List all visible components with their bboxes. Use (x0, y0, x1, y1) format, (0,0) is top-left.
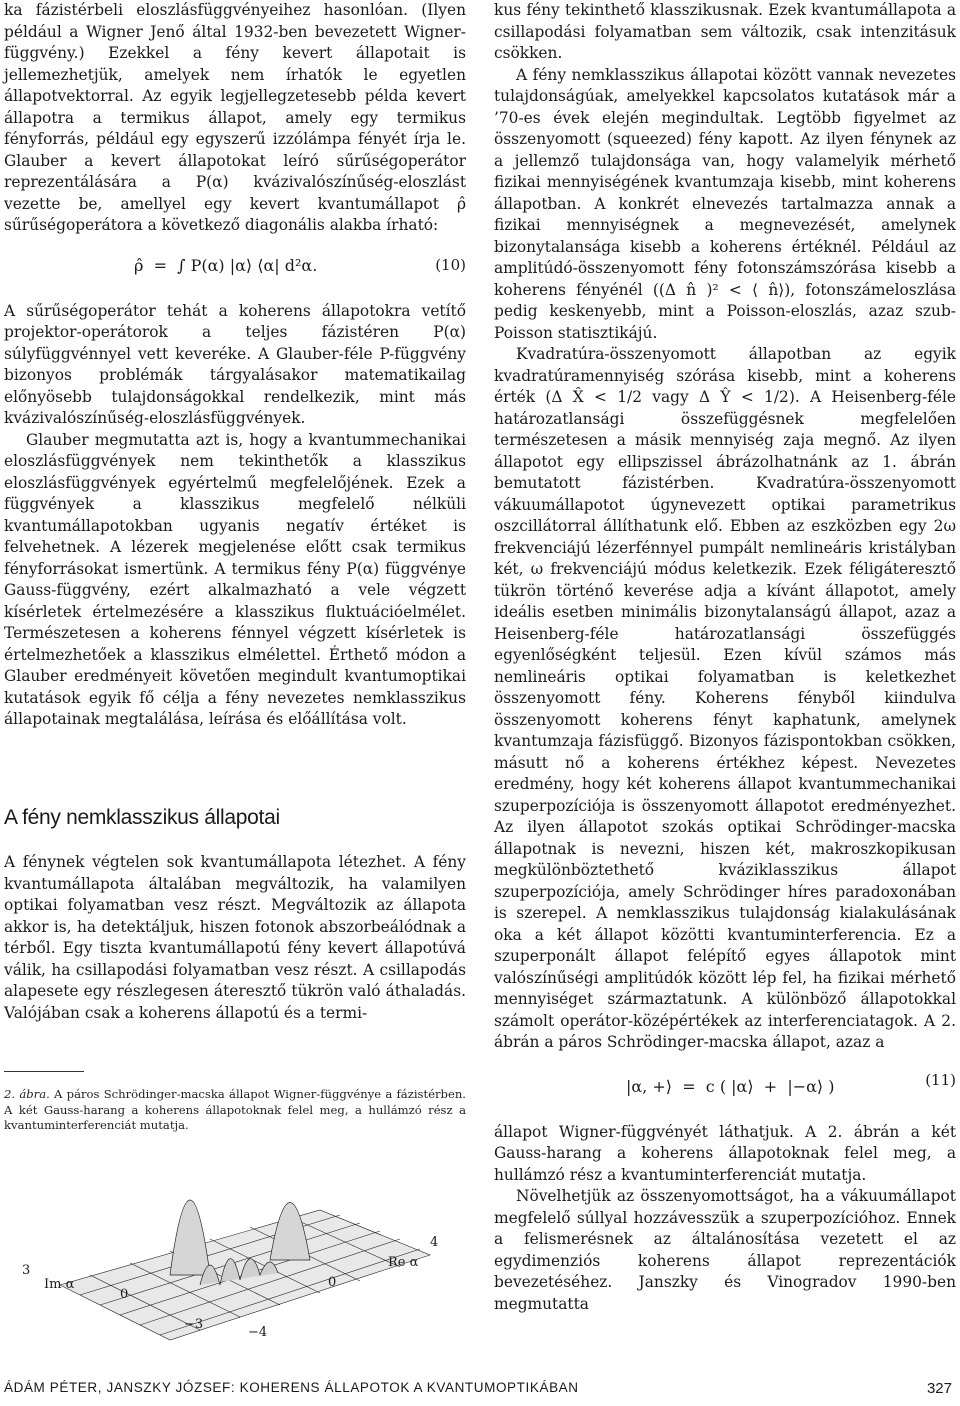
wigner-function-figure (20, 1135, 460, 1350)
paragraph: A fény nemklasszikus állapotai között vannak nevezetes tulajdonságúak, amelyekkel kapcsolatos kutatások már a ’70-es évek elején megindultak. Legtöbb figyelmet az összenyomott (squeezed) fény kapott. Az ilyen fénynek az a jellemző tulajdonsága van, hogy valamelyik mérhető fizikai mennyiségének kvantumzaja kisebb, mint koherens állapotban. A konkrét elnevezés tartalmazza annak a fizikai mennyiségnek a megnevezését, amelynek bizonytalansága kisebb a koherens értéknél. Például az amplitúdó-összenyomott fény fotonszámszórása kisebb a koherens fényénél ((Δ n̂ )² < ⟨ n̂⟩), fotonszámeloszlása pedig keskenyebb, mint a Poisson-eloszlás, azaz szub-Poisson statisztikájú. (494, 65, 956, 342)
tick-0-re: 0 (328, 1275, 337, 1290)
wigner-surface-plot (20, 1135, 460, 1350)
paragraph: A sűrűségoperátor tehát a koherens állapotokra vetítő projektor-operátorok a teljes fázistéren P(α) súlyfüggvénnyel vett keveréke. A Glauber-féle P-függvény bizonyos problémák tárgyalásakor matematikailag előnyösebb tulajdonságokkal rendelkezik, mint más kvázivalószínűség-eloszlásfüggvények. (4, 301, 466, 427)
paragraph: kus fény tekinthető klasszikusnak. Ezek kvantumállapota a csillapodási folyamatban sem változik, csak intenzitásuk csökken. (494, 1, 956, 62)
caption-rule (4, 1071, 84, 1072)
gauss-peak-right (270, 1203, 310, 1261)
tick-4: 4 (430, 1235, 439, 1250)
caption-label: 2. ábra. (4, 1087, 50, 1101)
page-footer (4, 1380, 952, 1402)
axis-label-im: Im α (44, 1277, 75, 1292)
figure-caption (4, 1087, 466, 1134)
paragraph: Növelhetjük az összenyomottságot, ha a vákuumállapot megfelelő súllyal hozzávesszük a szuperpozícióhoz. Ennek a felismerésnek az általánosítása vezetett el az egydimenziós koherens állapot reprezentációk bevezetéséhez. Janszky és Vinogradov 1990-ben megmutatta (494, 1187, 956, 1313)
right-column (494, 0, 956, 1315)
tick-minus-4: −4 (248, 1325, 268, 1340)
paragraph: állapot Wigner-függvényét láthatjuk. A 2. ábrán a két Gauss-harang a koherens állapotoknak felel meg, a hullámzó rész a kvantuminterferenciát mutatja. (494, 1122, 956, 1184)
paragraph: A fénynek végtelen sok kvantumállapota létezhet. A fény kvantumállapota általában megváltozik, ha valamilyen optikai folyamatban vesz részt. Megváltozik az állapota akkor is, ha detektáljuk, hiszen fotonok abszorbeálódnak a térből. Egy tiszta kvantumállapotú fény kevert állapotúvá válik, ha csillapodási folyamatban vesz részt. A csillapodás alapesete egy részlegesen áteresztő tükrön való áthaladás. Valójában csak a koherens állapotú és a termi- (4, 853, 466, 1022)
running-footer: ÁDÁM PÉTER, JANSZKY JÓZSEF: KOHERENS ÁLLAPOTOK A KVANTUMOPTIKÁBAN (4, 1380, 579, 1395)
equation-11-body: |α, +⟩ = c ( |α⟩ + |−α⟩ ) (626, 1076, 835, 1096)
equation-10 (4, 247, 466, 291)
paragraph: Kvadratúra-összenyomott állapotban az egyik kvadratúramennyiség szórása kisebb, mint a koherens érték (Δ X̂ < 1/2 vagy Δ Ŷ < 1/2). A Heisenberg-féle határozatlansági összefüggésnek megfelelően természetesen a másik mennyiség zaja megnő. Az ilyen állapotot egy ellipszissel ábrázolhatnánk az 1. ábrán bemutatott fázistérben. Kvadratúra-összenyomott vákuumállapotot úgynevezett optikai parametrikus oszcillátorral állíthatunk elő. Ebben az eszközben egy 2ω frekvenciájú lézerfénnyel pumpált nemlineáris kristályban két, ω frekvenciájú módus keletkezik. Ezek féligáteresztő tükrön történő keverése adja a kívánt állapotot, amely ideális esetben minimális bizonytalanságú állapot, azaz a Heisenberg-féle határozatlansági összefüggés egyenlőségként teljesül. Ezen kívül számos más nemlineáris optikai folyamatban is keletkezhet összenyomott fény. Koherens fényből kiindulva összenyomott koherens fényt kaphatunk, amelynek kvantumzaja fázisfüggő. Bizonyos fázispontokban csökken, másutt nő a koherens értékhez képest. Nevezetes eredmény, hogy két koherens állapot kvantummechanikai szuperpozíciója is összenyomott állapotot eredményezhet. Az ilyen állapotot szokás optikai Schrödinger-macska állapotnak is nevezni, hiszen két, makroszkopikusan megkülönböztethető kváziklasszikus állapot szuperpozíciója, amely Schrödinger híres paradoxonában is szerepel. A nemklasszikus tulajdonság kialakulásának oka a két állapot közötti kvantuminterferencia. Ez a szuperponált állapot felépítő egyes állapotok mint valószínűségi amplitúdók között lép fel, ha fizikai mérhető mennyiséget származtatunk. A különböző állapotokkal számolt operátor-középértékek az interferenciatagok. A 2. ábrán a páros Schrödinger-macska állapot, azaz a (494, 345, 956, 1051)
equation-10-number: (10) (435, 255, 466, 274)
section-heading: A fény nemklasszikus állapotai (4, 806, 280, 829)
axis-label-re: Re α (388, 1255, 419, 1270)
tick-3: 3 (22, 1263, 31, 1278)
paragraph: Glauber megmutatta azt is, hogy a kvantummechanikai eloszlásfüggvények nem tekinthetők a klasszikus eloszlásfüggvények egyértelmű megfelelőjének. Ezek a függvények a klasszikus megfelelő nélküli kvantumállapotokban ugyanis negatív értéket is felvehetnek. A lézerek megjelenése előtt csak termikus fényforrásokat ismertünk. A termikus fény P(α) függvénye Gauss-függvény, ezért alkalmazható a vele végzett kísérletek értelmezésére a klasszikus fluktuációelmélet. Természetesen a koherens fénnyel végzett kísérletek is értelmezhetőek a klasszikus elmélettel. Érthető módon a Glauber eredményeit követően megindult kvantumoptikai kutatások egyik fő célja a fény nevezetes nemklasszikus állapotainak megtalálása, leírása és előállítása volt. (4, 430, 466, 728)
equation-11 (494, 1064, 956, 1112)
gauss-peak-left (170, 1200, 210, 1275)
tick-minus-3: −3 (184, 1317, 204, 1332)
paragraph: ka fázistérbeli eloszlásfüggvényeihez hasonlóan. (Ilyen például a Wigner Jenő által 1932-ben bevezetett Wigner-függvény.) Ezekkel a fény kevert állapotait is jellemezhetjük, amelyek nem írhatók le egyetlen állapotvektorral. Az egyik legjellegzetesebb példa kevert állapotra a termikus állapot, amely egy termikus fényforrás, például egy egyszerű izzólámpa fényét írja le. Glauber a kevert állapotokat leíró sűrűségoperátor reprezentálására a P(α) kvázivalószínűség-eloszlást vezette be, amellyel egy kevert kvantumállapot ρ̂ sűrűségoperátora a következő diagonális alakba írható: (4, 1, 466, 234)
section-body (4, 852, 466, 1024)
equation-10-body: ρ̂ = ∫ P(α) |α⟩ ⟨α| d²α. (134, 255, 318, 275)
left-column (4, 0, 466, 731)
tick-0: 0 (120, 1287, 129, 1302)
caption-text: A páros Schrödinger-macska állapot Wigner-függvénye a fázistérben. A két Gauss-harang a koherens állapotoknak felel meg, a hullámzó rész a kvantuminterferenciát mutatja. (4, 1087, 466, 1132)
equation-11-number: (11) (925, 1070, 956, 1089)
page-number: 327 (926, 1380, 952, 1397)
